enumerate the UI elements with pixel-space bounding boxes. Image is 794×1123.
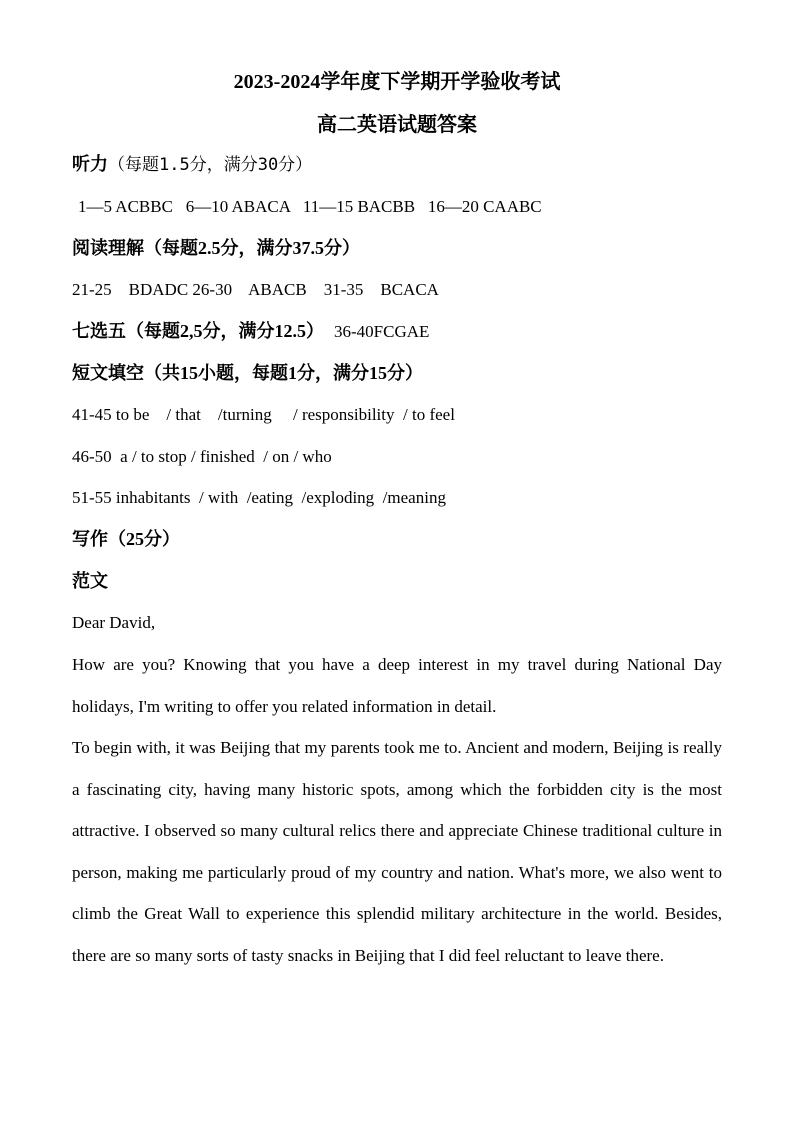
essay-paragraph-2: To begin with, it was Beijing that my parents took me to. Ancient and modern, Beijing is really a fascinating city, having many historic spots, among which the forbidden city is the most attractive. I observed so many cultural relics there and appreciate Chinese traditional culture in person, making me particularly proud of my country and nation. What's more, we also went to climb the Great Wall to experience this splendid military architecture in the world. Besides, there are so many sorts of tasty snacks in Beijing that I did feel reluctant to leave there.	[72, 738, 722, 965]
seven-five-heading: 七选五（每题2,5分，满分12.5）	[72, 321, 324, 341]
listening-answers: 1—5 ACBBC 6—10 ABACA 11—15 BACBB 16—20 CAABC	[78, 197, 542, 216]
cloze-answers-41-45: 41-45 to be / that /turning / responsibility / to feel	[72, 405, 455, 424]
listening-heading-detail: （每题1.5分，满分30分）	[108, 155, 313, 175]
letter-salutation: Dear David,	[72, 613, 156, 632]
sample-essay-label: 范文	[72, 571, 108, 591]
reading-heading: 阅读理解（每题2.5分，满分37.5分）	[72, 238, 360, 258]
writing-heading: 写作（25分）	[72, 529, 180, 549]
listening-heading-label: 听力	[72, 154, 108, 174]
exam-subtitle: 高二英语试题答案	[317, 114, 477, 136]
listening-heading	[72, 153, 312, 176]
essay-paragraph-1: How are you? Knowing that you have a deep interest in my travel during National Day holidays, I'm writing to offer you related information in detail.	[72, 655, 722, 716]
exam-title: 2023-2024学年度下学期开学验收考试	[233, 71, 561, 93]
cloze-heading: 短文填空（共15小题，每题1分，满分15分）	[72, 363, 423, 383]
cloze-answers-46-50: 46-50 a / to stop / finished / on / who	[72, 447, 332, 466]
seven-five-answers: 36-40FCGAE	[334, 322, 430, 341]
cloze-answers-51-55: 51-55 inhabitants / with /eating /exploding /meaning	[72, 488, 446, 507]
reading-answers: 21-25 BDADC 26-30 ABACB 31-35 BCACA	[72, 280, 439, 299]
seven-five-section	[72, 320, 429, 343]
